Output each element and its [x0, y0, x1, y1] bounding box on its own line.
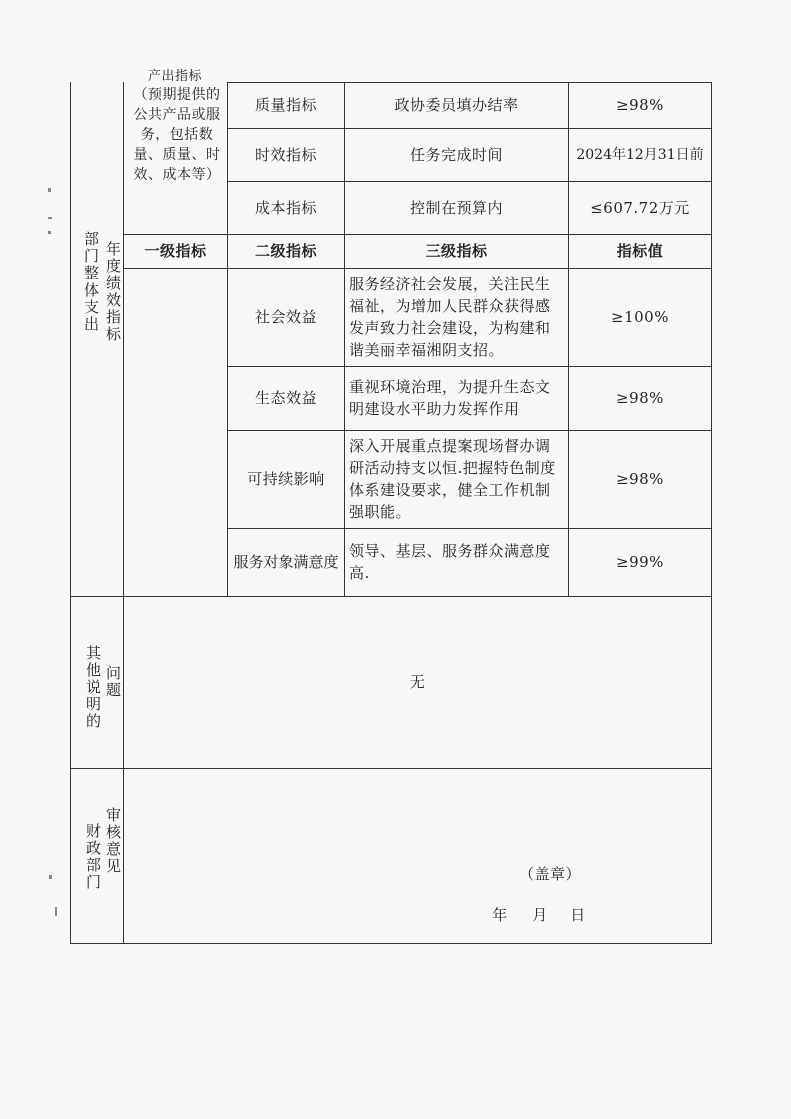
header-third-level: 三级指标	[425, 242, 488, 260]
secondary-sustainable-impact: 可持续影响	[247, 470, 325, 488]
date-day: 日	[570, 906, 586, 924]
annual-indicator-label: 年度绩效指标	[104, 241, 122, 343]
value-sustainable-impact: ≥98%	[616, 470, 664, 488]
value-satisfaction: ≥99%	[616, 553, 664, 571]
header-second-level: 二级指标	[254, 242, 317, 260]
value-social-benefit: ≥100%	[611, 308, 669, 326]
section-divider	[70, 768, 712, 769]
border	[70, 943, 712, 944]
tertiary-timeliness: 任务完成时间	[409, 145, 503, 164]
tertiary-quality: 政协委员填办结率	[394, 96, 519, 114]
value-ecological-benefit: ≥98%	[616, 389, 664, 407]
header-first-level: 一级指标	[144, 242, 207, 260]
date-year: 年	[492, 906, 508, 924]
secondary-cost: 成本指标	[254, 198, 317, 217]
secondary-quality: 质量指标	[254, 96, 317, 114]
value-cost: ≤607.72万元	[590, 198, 690, 217]
tertiary-satisfaction: 领导、基层、服务群众满意度高.	[349, 542, 551, 582]
review-opinion-label: 审核意见	[104, 807, 122, 875]
secondary-social-benefit: 社会效益	[254, 308, 317, 326]
border	[70, 82, 71, 944]
secondary-satisfaction: 服务对象满意度	[233, 553, 339, 571]
label-column-divider	[123, 82, 124, 944]
scan-mark	[55, 907, 57, 916]
scan-mark	[48, 231, 51, 234]
date-month: 月	[532, 906, 548, 924]
performance-table	[70, 69, 712, 944]
scan-mark	[48, 217, 52, 219]
other-notes-label: 其他说明的	[84, 644, 102, 730]
tertiary-ecological-benefit: 重视环境治理，为提升生态文明建设水平助力发挥作用	[349, 378, 551, 418]
top-fragment-text: 产出指标	[147, 69, 202, 84]
scan-mark	[48, 188, 51, 192]
seal-text: （盖章）	[518, 865, 581, 883]
value-quality: ≥98%	[616, 96, 664, 114]
border	[711, 82, 712, 944]
output-indicator-text: （预期提供的公共产品或服务，包括数量、质量、时效、成本等）	[133, 87, 221, 183]
tertiary-sustainable-impact: 深入开展重点提案现场督办调研活动持支以恒.把握特色制度体系建设要求，健全工作机制强职能。	[349, 437, 556, 521]
other-notes-content: 无	[409, 673, 426, 691]
finance-dept-label: 财政部门	[84, 823, 102, 891]
secondary-timeliness: 时效指标	[254, 145, 317, 164]
tertiary-cost: 控制在预算内	[409, 198, 503, 217]
value-timeliness: 2024年12月31日前	[576, 146, 704, 163]
header-indicator-value: 指标值	[616, 242, 664, 260]
scan-mark	[49, 875, 52, 879]
other-notes-label-b: 问题	[104, 665, 122, 699]
tertiary-social-benefit: 服务经济社会发展，关注民生福祉，为增加人民群众获得感发声致力社会建设，为构建和谐美丽幸福湘阴支招。	[349, 275, 551, 359]
dept-spending-label: 部门整体支出	[82, 231, 100, 333]
secondary-ecological-benefit: 生态效益	[254, 389, 317, 407]
